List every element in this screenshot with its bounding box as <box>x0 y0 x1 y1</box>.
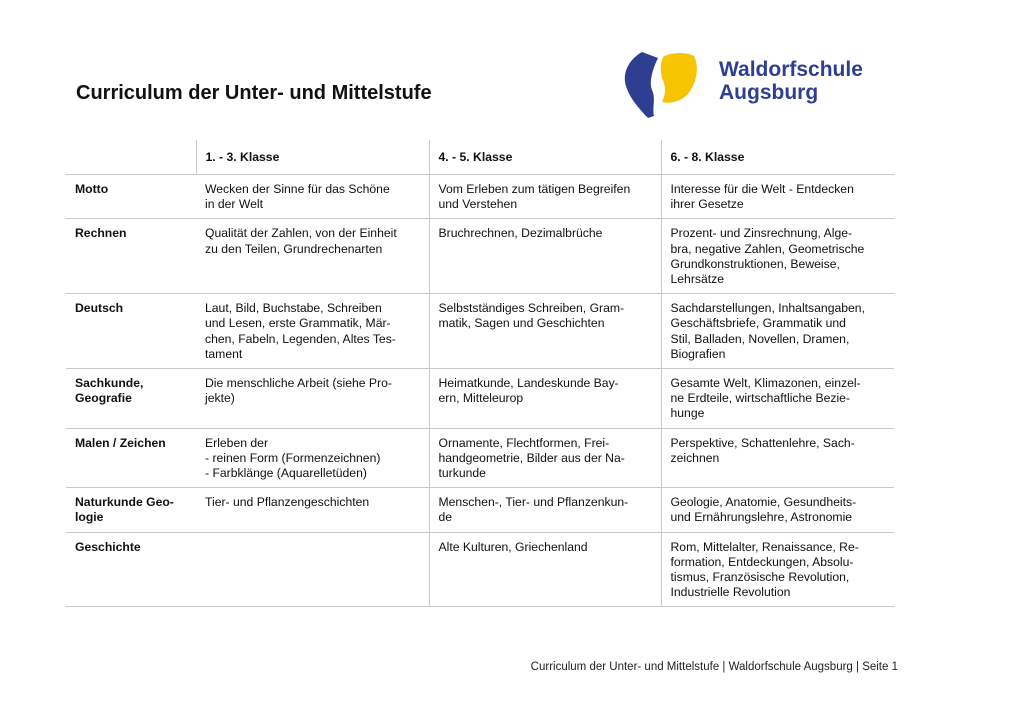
table-cell: Laut, Bild, Buchstabe, Schreiben und Lesen, erste Grammatik, Mär- chen, Fabeln, Legenden, Altes Tes- tament <box>196 294 429 369</box>
table-cell: Erleben der - reinen Form (Formenzeichnen) - Farbklänge (Aquarelletüden) <box>196 428 429 488</box>
table-cell: Sachdarstellungen, Inhaltsangaben, Geschäftsbriefe, Grammatik und Stil, Balladen, Novellen, Dramen, Biografien <box>661 294 894 369</box>
row-subject: Deutsch <box>66 294 196 369</box>
row-subject: Rechnen <box>66 219 196 294</box>
table-row <box>66 532 894 607</box>
table-cell: Bruchrechnen, Dezimalbrüche <box>429 219 661 294</box>
logo-yellow-shape <box>661 53 697 103</box>
table-cell: Qualität der Zahlen, von der Einheit zu den Teilen, Grundrechenarten <box>196 219 429 294</box>
logo-mark-icon <box>622 50 712 120</box>
header-class-4-5: 4. - 5. Klasse <box>429 140 661 175</box>
table-cell: Ornamente, Flechtformen, Frei- handgeometrie, Bilder aus der Na- turkunde <box>429 428 661 488</box>
school-logo <box>622 50 872 120</box>
row-subject: Malen / Zeichen <box>66 428 196 488</box>
table-cell: Heimatkunde, Landeskunde Bay- ern, Mitteleurop <box>429 369 661 429</box>
table-cell: Vom Erleben zum tätigen Begreifen und Verstehen <box>429 175 661 219</box>
header-class-6-8: 6. - 8. Klasse <box>661 140 894 175</box>
table-cell: Wecken der Sinne für das Schöne in der Welt <box>196 175 429 219</box>
row-subject: Geschichte <box>66 532 196 607</box>
table-cell: Perspektive, Schattenlehre, Sach- zeichnen <box>661 428 894 488</box>
table-cell <box>196 532 429 607</box>
table-cell: Tier- und Pflanzengeschichten <box>196 488 429 532</box>
logo-blue-shape <box>625 52 658 118</box>
header-class-1-3: 1. - 3. Klasse <box>196 140 429 175</box>
row-subject: Motto <box>66 175 196 219</box>
table-row <box>66 294 894 369</box>
row-subject: Sachkunde, Geografie <box>66 369 196 429</box>
row-subject: Naturkunde Geo- logie <box>66 488 196 532</box>
table-row <box>66 488 894 532</box>
table-row <box>66 369 894 429</box>
table-row <box>66 219 894 294</box>
table-cell: Rom, Mittelalter, Renaissance, Re- formation, Entdeckungen, Absolu- tismus, Französische Revolution, Industrielle Revolution <box>661 532 894 607</box>
table-cell: Menschen-, Tier- und Pflanzenkun- de <box>429 488 661 532</box>
logo-line-2: Augsburg <box>719 81 819 104</box>
table-cell: Gesamte Welt, Klimazonen, einzel- ne Erdteile, wirtschaftliche Bezie- hunge <box>661 369 894 429</box>
table-row <box>66 428 894 488</box>
logo-line-1: Waldorfschule <box>719 58 863 81</box>
table-cell: Alte Kulturen, Griechenland <box>429 532 661 607</box>
curriculum-table <box>66 140 894 607</box>
table-cell: Prozent- und Zinsrechnung, Alge- bra, negative Zahlen, Geometrische Grundkonstruktionen, Beweise, Lehrsätze <box>661 219 894 294</box>
page-footer: Curriculum der Unter- und Mittelstufe | Waldorfschule Augsburg | Seite 1 <box>530 661 898 673</box>
table-cell: Die menschliche Arbeit (siehe Pro- jekte) <box>196 369 429 429</box>
header-empty-cell <box>66 140 196 175</box>
table-cell: Geologie, Anatomie, Gesundheits- und Ernährungslehre, Astronomie <box>661 488 894 532</box>
logo-wordmark <box>719 58 863 104</box>
table-cell: Selbstständiges Schreiben, Gram- matik, Sagen und Geschichten <box>429 294 661 369</box>
table-cell: Interesse für die Welt - Entdecken ihrer Gesetze <box>661 175 894 219</box>
table-header-row <box>66 140 894 175</box>
table-row <box>66 175 894 219</box>
page-title: Curriculum der Unter- und Mittelstufe <box>76 82 432 104</box>
